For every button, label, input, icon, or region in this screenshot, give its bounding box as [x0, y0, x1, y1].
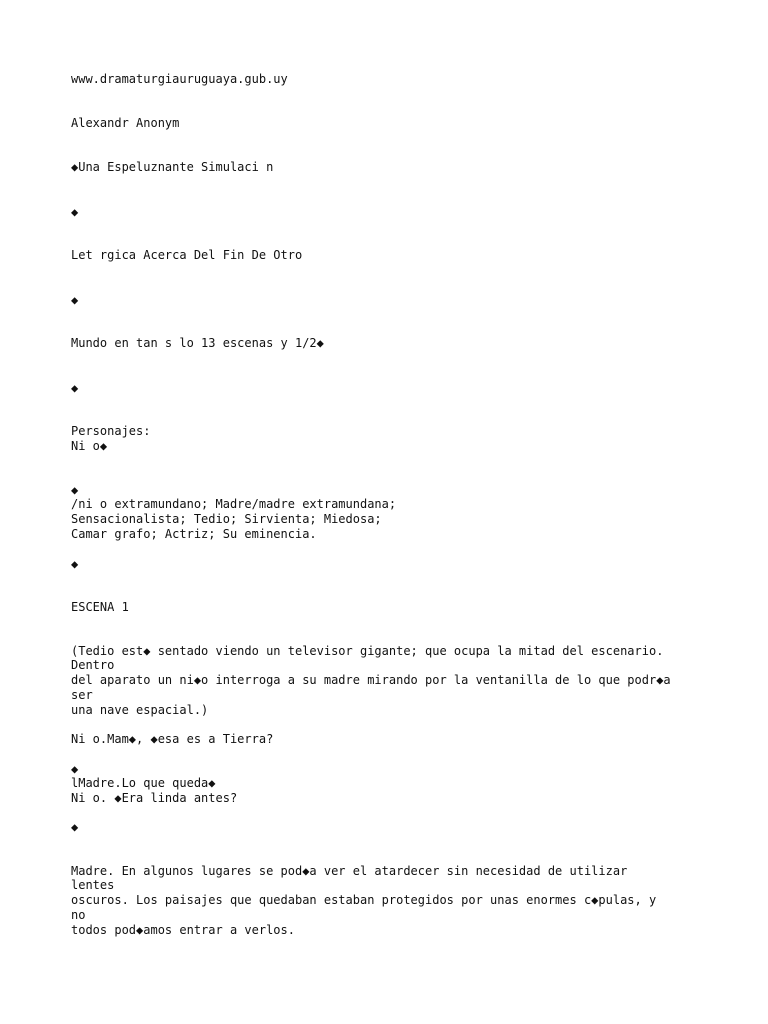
dialogue-line: oscuros. Los paisajes que quedaban estaban protegidos por unas enormes c◆pulas, y: [71, 893, 657, 907]
separator-mark: ◆: [71, 381, 79, 395]
characters-heading: Personajes:: [71, 424, 151, 438]
separator-mark: ◆: [71, 557, 79, 571]
scene-heading: ESCENA 1: [71, 600, 129, 614]
title-line-3: Mundo en tan s lo 13 escenas y 1/2◆: [71, 336, 324, 350]
stage-direction-line: una nave espacial.): [71, 703, 209, 717]
title-line-1: ◆Una Espeluznante Simulaci n: [71, 160, 274, 174]
stage-direction-line: Dentro: [71, 658, 115, 672]
separator-mark: ◆: [71, 762, 79, 776]
dialogue-line: lentes: [71, 878, 115, 892]
author-name: Alexandr Anonym: [71, 116, 180, 130]
dialogue-line: todos pod◆amos entrar a verlos.: [71, 923, 295, 937]
separator-mark: ◆: [71, 293, 79, 307]
separator-mark: ◆: [71, 820, 79, 834]
separator-mark: ◆: [71, 483, 79, 497]
source-url: www.dramaturgiauruguaya.gub.uy: [71, 72, 288, 86]
title-line-2: Let rgica Acerca Del Fin De Otro: [71, 248, 303, 262]
dialogue-line: Madre. En algunos lugares se pod◆a ver el atardecer sin necesidad de utilizar: [71, 864, 628, 878]
dialogue-line: lMadre.Lo que queda◆: [71, 776, 216, 790]
characters-line-2: Sensacionalista; Tedio; Sirvienta; Miedosa;: [71, 512, 382, 526]
characters-line-1: /ni o extramundano; Madre/madre extramundana;: [71, 497, 397, 511]
stage-direction-line: del aparato un ni◆o interroga a su madre mirando por la ventanilla de lo que podr◆a: [71, 673, 671, 687]
characters-first: Ni o◆: [71, 439, 108, 453]
separator-mark: ◆: [71, 205, 79, 219]
dialogue-line: no: [71, 908, 86, 922]
dialogue-line: Ni o.Mam◆, ◆esa es a Tierra?: [71, 732, 274, 746]
characters-line-3: Camar grafo; Actriz; Su eminencia.: [71, 527, 317, 541]
stage-direction-line: (Tedio est◆ sentado viendo un televisor gigante; que ocupa la mitad del escenario.: [71, 644, 664, 658]
stage-direction-line: ser: [71, 688, 93, 702]
dialogue-line: Ni o. ◆Era linda antes?: [71, 791, 238, 805]
